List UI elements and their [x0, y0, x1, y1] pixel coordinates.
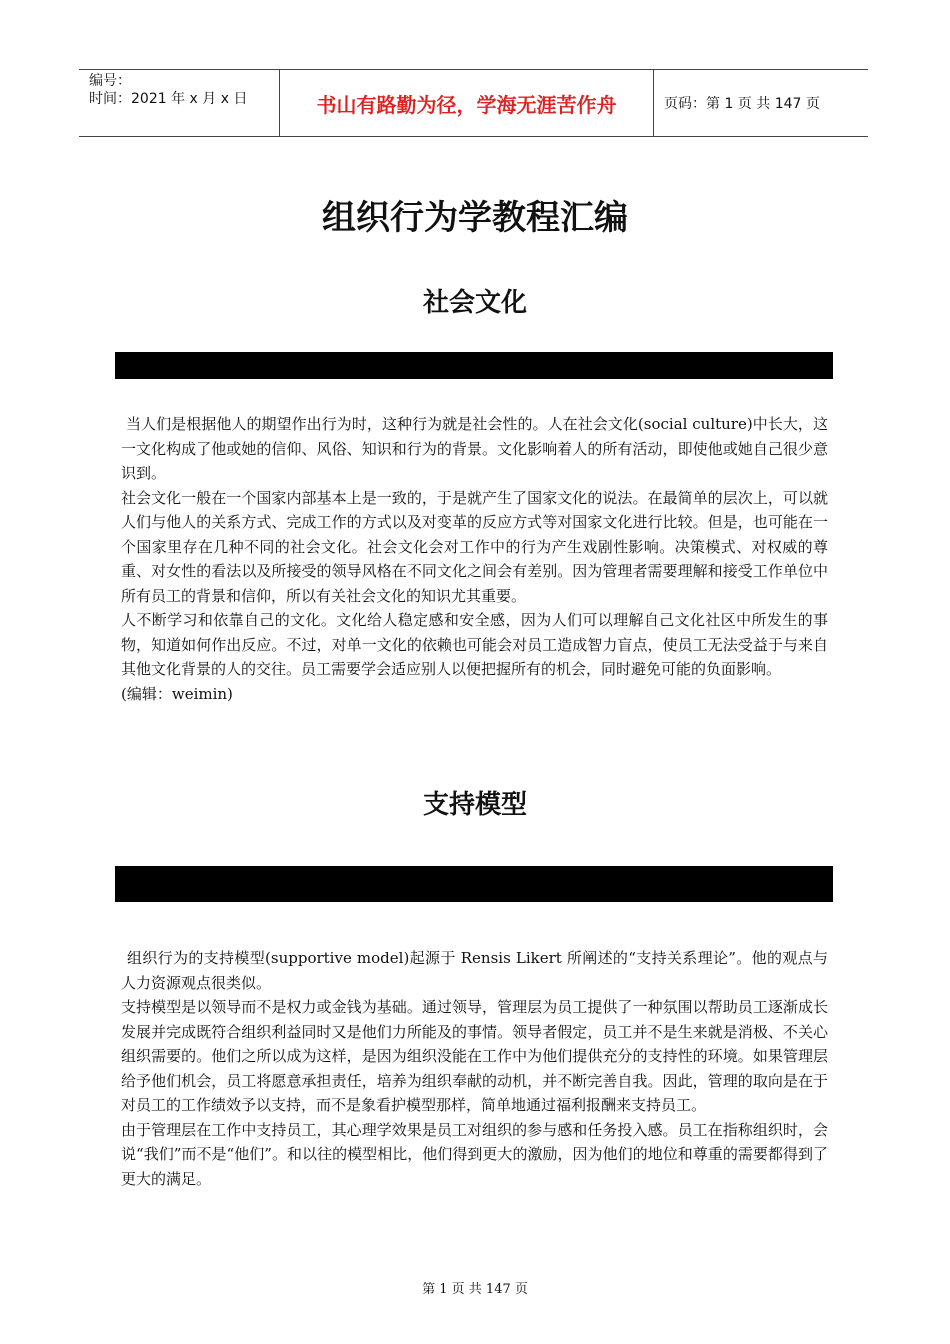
- paragraph: 组织行为的支持模型(supportive model)起源于 Rensis Likert 所阐述的“支持关系理论”。他的观点与人力资源观点很类似。: [121, 949, 828, 992]
- section-body-supportive-model: [121, 946, 828, 1191]
- section-heading-social-culture: 社会文化: [422, 288, 527, 318]
- paragraph: 社会文化一般在一个国家内部基本上是一致的，于是就产生了国家文化的说法。在最简单的层次上，可以就人们与他人的关系方式、完成工作的方式以及对变革的反应方式等对国家文化进行比较。但是，也可能在一个国家里存在几种不同的社会文化。社会文化会对工作中的行为产生戏剧性影响。决策模式、对权威的尊重、对女性的看法以及所接受的领导风格在不同文化之间会有差别。因为管理者需要理解和接受工作单位中所有员工的背景和信仰，所以有关社会文化的知识尤其重要。: [121, 488, 828, 605]
- editor-note: (编辑：weimin): [121, 684, 233, 703]
- paragraph: 由于管理层在工作中支持员工，其心理学效果是员工对组织的参与感和任务投入感。员工在指称组织时，会说“我们”而不是“他们”。和以往的模型相比，他们得到更大的激励，因为他们的地位和尊重的需要都得到了更大的满足。: [121, 1120, 828, 1188]
- document-title: 组织行为学教程汇编: [322, 198, 628, 238]
- page-footer: 第 1 页 共 147 页: [422, 1282, 528, 1297]
- section-body-social-culture: [121, 412, 828, 706]
- paragraph: 人不断学习和依靠自己的文化。文化给人稳定感和安全感，因为人们可以理解自己文化社区中所发生的事物，知道如何作出反应。不过，对单一文化的依赖也可能会对员工造成智力盲点，使员工无法受益于与来自其他文化背景的人的交往。员工需要学会适应别人以便把握所有的机会，同时避免可能的负面影响。: [121, 611, 828, 678]
- black-bar-1: [115, 352, 833, 379]
- header-meta: [79, 70, 280, 136]
- section-heading-supportive-model: 支持模型: [422, 790, 527, 820]
- header-page-code: 页码：第 1 页 共 147 页: [664, 96, 820, 112]
- black-bar-2: [115, 866, 833, 902]
- time-label: 时间：2021 年 x 月 x 日: [89, 91, 248, 107]
- paragraph: 当人们是根据他人的期望作出行为时，这种行为就是社会性的。人在社会文化(social culture)中长大，这一文化构成了他或她的信仰、风俗、知识和行为的背景。文化影响着人的所有活动，即使他或她自己很少意识到。: [121, 415, 828, 482]
- number-label: 编号：: [89, 73, 131, 89]
- header-motto: 书山有路勤为径，学海无涯苦作舟: [280, 70, 654, 136]
- paragraph: 支持模型是以领导而不是权力或金钱为基础。通过领导，管理层为员工提供了一种氛围以帮助员工逐渐成长发展并完成既符合组织利益同时又是他们力所能及的事情。领导者假定，员工并不是生来就是消极、不关心组织需要的。他们之所以成为这样，是因为组织没能在工作中为他们提供充分的支持性的环境。如果管理层给予他们机会，员工将愿意承担责任，培养为组织奉献的动机，并不断完善自我。因此，管理的取向是在于对员工的工作绩效予以支持，而不是象看护模型那样，简单地通过福利报酬来支持员工。: [121, 998, 828, 1114]
- header-table: [79, 69, 868, 137]
